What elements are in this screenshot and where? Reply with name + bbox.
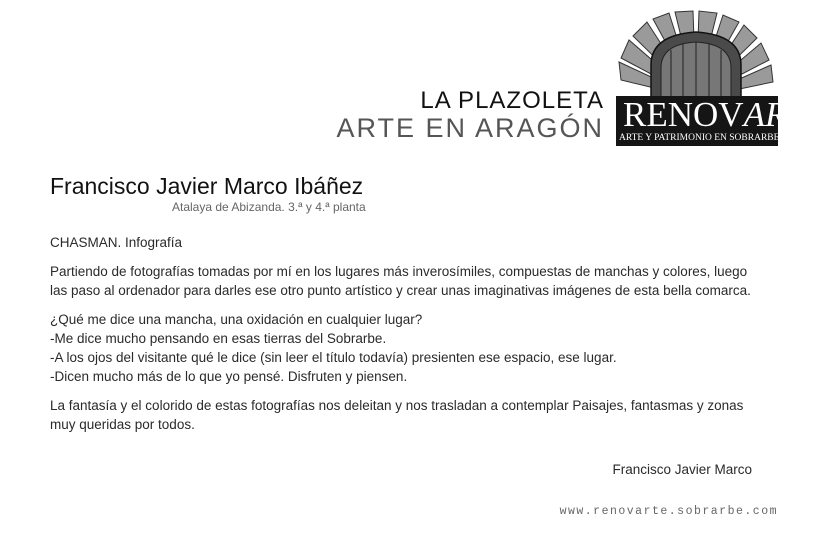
website-url: www.renovarte.sobrarbe.com [559,505,778,518]
question-line-4: -Dicen mucho más de lo que yo pensé. Disfruten y piensen. [50,369,408,384]
body-text [50,233,760,444]
logo-word-arte: ARTE [743,95,827,134]
signature: Francisco Javier Marco [612,462,752,477]
section-title-plazoleta: LA PLAZOLETA [420,87,604,114]
paragraph-1: Partiendo de fotografías tomadas por mí en los lugares más inverosímiles, compuestas de manchas y colores, luego las paso al ordenador para darles ese otro punto artístico y crear unas imaginativas imágenes de esta bella comarca. [50,264,751,298]
paragraph-3: La fantasía y el colorido de estas fotografías nos deleitan y nos trasladan a contemplar Paisajes, fantasmas y zonas muy queridas por todos. [50,398,744,432]
logo-wordmark [623,97,827,133]
question-line-3: -A los ojos del visitante qué le dice (sin leer el título todavía) presienten ese espacio, ese lugar. [50,350,617,365]
artist-location: Atalaya de Abizanda. 3.ª y 4.ª planta [172,200,366,214]
question-line-2: -Me dice mucho pensando en esas tierras del Sobrarbe. [50,331,387,346]
artist-name: Francisco Javier Marco Ibáñez [50,173,364,199]
work-title: CHASMAN. Infografía [50,235,183,250]
arch-graphic [611,10,781,102]
logo-word-reno: RENOV [623,95,744,134]
header-titles [336,88,604,142]
logo-subtitle: ARTE Y PATRIMONIO EN SOBRARBE [619,133,780,143]
section-title-arte-aragon: ARTE EN ARAGÓN [336,113,604,143]
question-line-1: ¿Qué me dice una mancha, una oxidación en cualquier lugar? [50,312,423,327]
paragraph-2 [50,310,760,386]
renovarte-logo [611,10,827,145]
